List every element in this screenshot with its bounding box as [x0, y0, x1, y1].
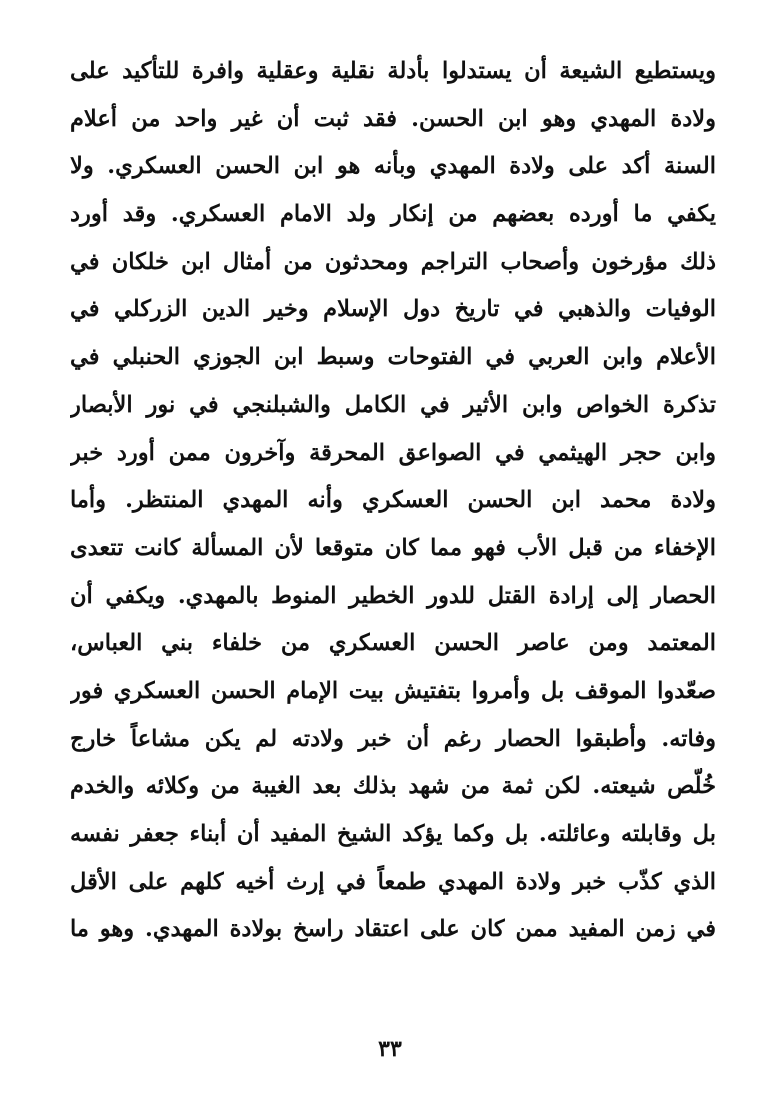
- text-line: الذي كذّب خبر ولادة المهدي طمعاً في إرث أخيه كلهم على الأقل: [70, 868, 716, 895]
- text-line: خُلّص شيعته. لكن ثمة من شهد بذلك بعد الغيبة من وكلائه والخدم: [70, 773, 716, 800]
- text-line: وفاته. وأطبقوا الحصار رغم أن خبر ولادته لم يكن مشاعاً خارج: [70, 725, 716, 752]
- text-line: يكفي ما أورده بعضهم من إنكار ولد الامام العسكري. وقد أورد: [70, 201, 716, 228]
- text-line: الوفيات والذهبي في تاريخ دول الإسلام وخير الدين الزركلي في: [70, 296, 716, 323]
- text-line: وابن حجر الهيثمي في الصواعق المحرقة وآخرون ممن أورد خبر: [70, 439, 716, 466]
- text-line: الأعلام وابن العربي في الفتوحات وسبط ابن الجوزي الحنبلي في: [70, 344, 716, 371]
- page-number: ٣٣: [378, 1036, 402, 1062]
- text-line: الإخفاء من قبل الأب فهو مما كان متوقعا لأن المسألة كانت تتعدى: [70, 534, 716, 561]
- text-line: المعتمد ومن عاصر الحسن العسكري من خلفاء بني العباس،: [70, 630, 716, 657]
- text-line: ويستطيع الشيعة أن يستدلوا بأدلة نقلية وعقلية وافرة للتأكيد على: [70, 58, 716, 84]
- text-line: في زمن المفيد ممن كان على اعتقاد راسخ بولادة المهدي. وهو ما: [70, 916, 716, 943]
- text-line: الحصار إلى إرادة القتل للدور الخطير المنوط بالمهدي. ويكفي أن: [70, 582, 716, 609]
- text-line: صعّدوا الموقف بل وأمروا بتفتيش بيت الإمام الحسن العسكري فور: [70, 677, 716, 704]
- text-line: السنة أكد على ولادة المهدي وبأنه هو ابن الحسن العسكري. ولا: [70, 153, 716, 180]
- text-line: ولادة المهدي وهو ابن الحسن. فقد ثبت أن غير واحد من أعلام: [70, 105, 716, 132]
- text-line: تذكرة الخواص وابن الأثير في الكامل والشبلنجي في نور الأبصار: [70, 391, 716, 418]
- text-line: بل وقابلته وعائلته. بل وكما يؤكد الشيخ المفيد أن أبناء جعفر نفسه: [70, 821, 716, 847]
- text-body: [70, 48, 716, 954]
- text-line: ولادة محمد ابن الحسن العسكري وأنه المهدي المنتظر. وأما: [70, 487, 716, 514]
- text-line: ذلك مؤرخون وأصحاب التراجم ومحدثون من أمثال ابن خلكان في: [70, 248, 716, 275]
